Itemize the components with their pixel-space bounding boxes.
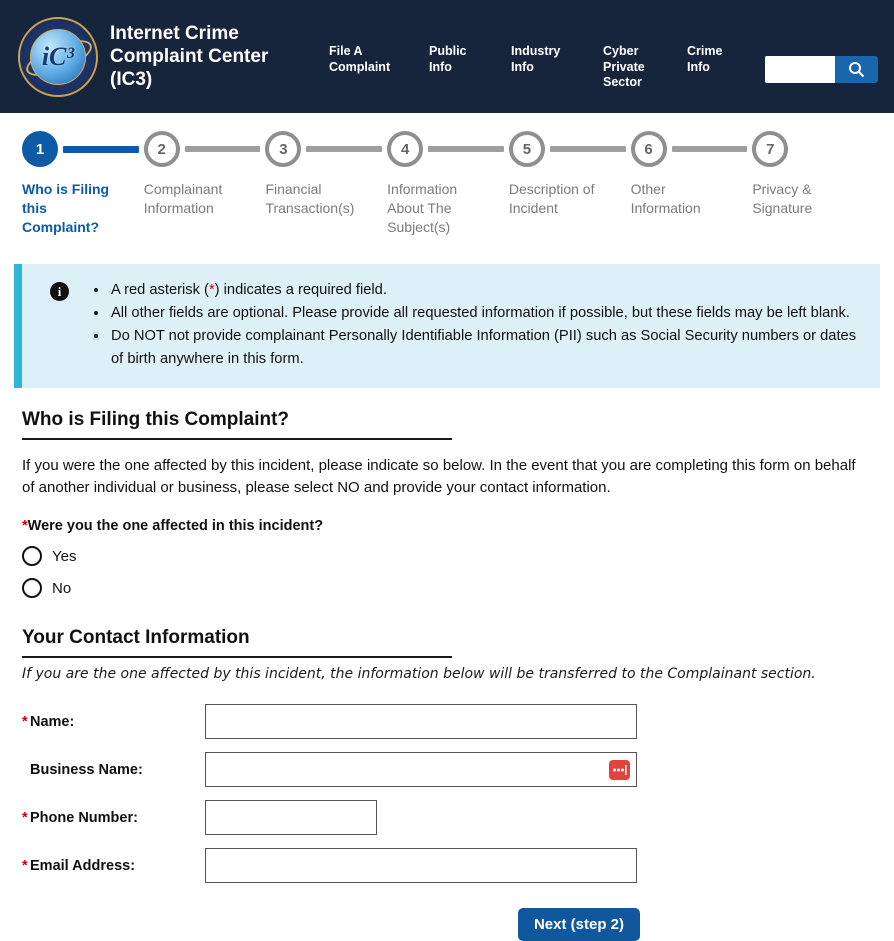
form-actions <box>22 908 640 941</box>
notice-bullet: • A red asterisk (*) indicates a required field. <box>109 279 860 302</box>
contact-subtitle: If you are the one affected by this incident, the information below will be transferred to the Complainant section. <box>22 666 816 682</box>
main-nav <box>329 44 735 91</box>
required-asterisk: * <box>22 857 28 874</box>
header <box>0 0 894 113</box>
required-asterisk: * <box>22 518 28 534</box>
radio-yes[interactable] <box>22 546 42 566</box>
info-icon: i <box>50 282 69 301</box>
step-6-circle[interactable]: 6 <box>631 131 667 167</box>
required-asterisk: * <box>22 809 28 826</box>
autofill-icon[interactable] <box>609 760 630 780</box>
next-step-button[interactable]: Next (step 2) <box>518 908 640 941</box>
required-asterisk: * <box>22 713 28 730</box>
site-title: Internet Crime Complaint Center (IC3) <box>110 22 269 91</box>
logo-globe <box>30 29 86 85</box>
phone-input[interactable] <box>205 800 377 835</box>
nav-crime-info[interactable]: Crime Info <box>687 44 723 74</box>
contact-form <box>22 704 872 883</box>
step-4 <box>387 131 509 253</box>
step-3 <box>265 131 387 253</box>
step-progress <box>0 113 894 253</box>
step-3-circle[interactable]: 3 <box>265 131 301 167</box>
radio-row-yes[interactable] <box>22 546 872 566</box>
notice-bullet: • Do NOT not provide complainant Personally Identifiable Information (PII) such as Social Security numbers or dates of birth anywhere in this form. <box>109 325 860 371</box>
affected-question-label: *Were you the one affected in this incident? <box>22 518 324 534</box>
step-4-circle[interactable]: 4 <box>387 131 423 167</box>
step-connector <box>428 146 504 152</box>
step-5-circle[interactable]: 5 <box>509 131 545 167</box>
ic3-logo-icon[interactable] <box>18 17 98 97</box>
notice-box <box>14 264 880 388</box>
step-6-label: Other Information <box>630 181 701 216</box>
name-input[interactable] <box>205 704 637 739</box>
form-row-business-name <box>22 752 872 787</box>
section-title-who-is-filing: Who is Filing this Complaint? <box>22 409 452 440</box>
business-name-input[interactable] <box>205 752 637 787</box>
required-asterisk: * <box>208 282 215 298</box>
step-2-label: Complainant Information <box>143 181 223 216</box>
step-connector <box>185 146 261 152</box>
step-3-label: Financial Transaction(s) <box>265 181 355 216</box>
radio-no-label: No <box>52 579 72 597</box>
step-2 <box>144 131 266 253</box>
notice-bullet: • All other fields are optional. Please provide all requested information if possible, but these fields may be left blank. <box>109 302 860 325</box>
nav-public-info[interactable]: Public Info <box>429 44 467 74</box>
step-7 <box>752 131 874 253</box>
search-input[interactable] <box>765 56 835 83</box>
nav-file-a-complaint[interactable]: File A Complaint <box>329 44 391 74</box>
logo-text: iC³ <box>41 41 75 71</box>
step-connector <box>550 146 626 152</box>
step-7-circle[interactable]: 7 <box>752 131 788 167</box>
step-1-label: Who is Filing this Complaint? <box>22 181 110 235</box>
search-icon <box>848 61 865 78</box>
phone-label: * Phone Number: <box>22 809 138 826</box>
email-input[interactable] <box>205 848 637 883</box>
form-row-phone <box>22 800 872 835</box>
search-bar <box>765 56 878 83</box>
step-4-label: Information About The Subject(s) <box>387 181 458 235</box>
nav-industry-info[interactable]: Industry Info <box>511 44 561 74</box>
step-5-label: Description of Incident <box>508 181 595 216</box>
step-1 <box>22 131 144 253</box>
radio-no[interactable] <box>22 578 42 598</box>
form-row-email <box>22 848 872 883</box>
who-intro-text: If you were the one affected by this incident, please indicate so below. In the event that you are completing this form on behalf of another individual or business, please select NO and provide your contact information. <box>22 457 856 496</box>
name-label: * Name: <box>22 713 75 730</box>
brand[interactable] <box>18 17 295 97</box>
step-1-circle[interactable]: 1 <box>22 131 58 167</box>
step-connector <box>672 146 748 152</box>
step-5 <box>509 131 631 253</box>
form-row-name <box>22 704 872 739</box>
required-asterisk <box>22 762 30 778</box>
step-connector <box>63 146 139 153</box>
main-content <box>0 409 894 941</box>
radio-row-no[interactable] <box>22 578 872 598</box>
step-2-circle[interactable]: 2 <box>144 131 180 167</box>
business-name-label: Business Name: <box>22 762 205 778</box>
step-6 <box>631 131 753 253</box>
radio-yes-label: Yes <box>52 547 77 565</box>
step-connector <box>306 146 382 152</box>
notice-list <box>109 279 860 371</box>
nav-cyber-private-sector[interactable]: Cyber Private Sector <box>603 44 645 90</box>
step-7-label: Privacy & Signature <box>752 181 813 216</box>
section-title-contact-info: Your Contact Information <box>22 627 452 658</box>
search-button[interactable] <box>835 56 878 83</box>
autofill-dots-icon <box>612 764 627 776</box>
email-label: * Email Address: <box>22 857 136 874</box>
